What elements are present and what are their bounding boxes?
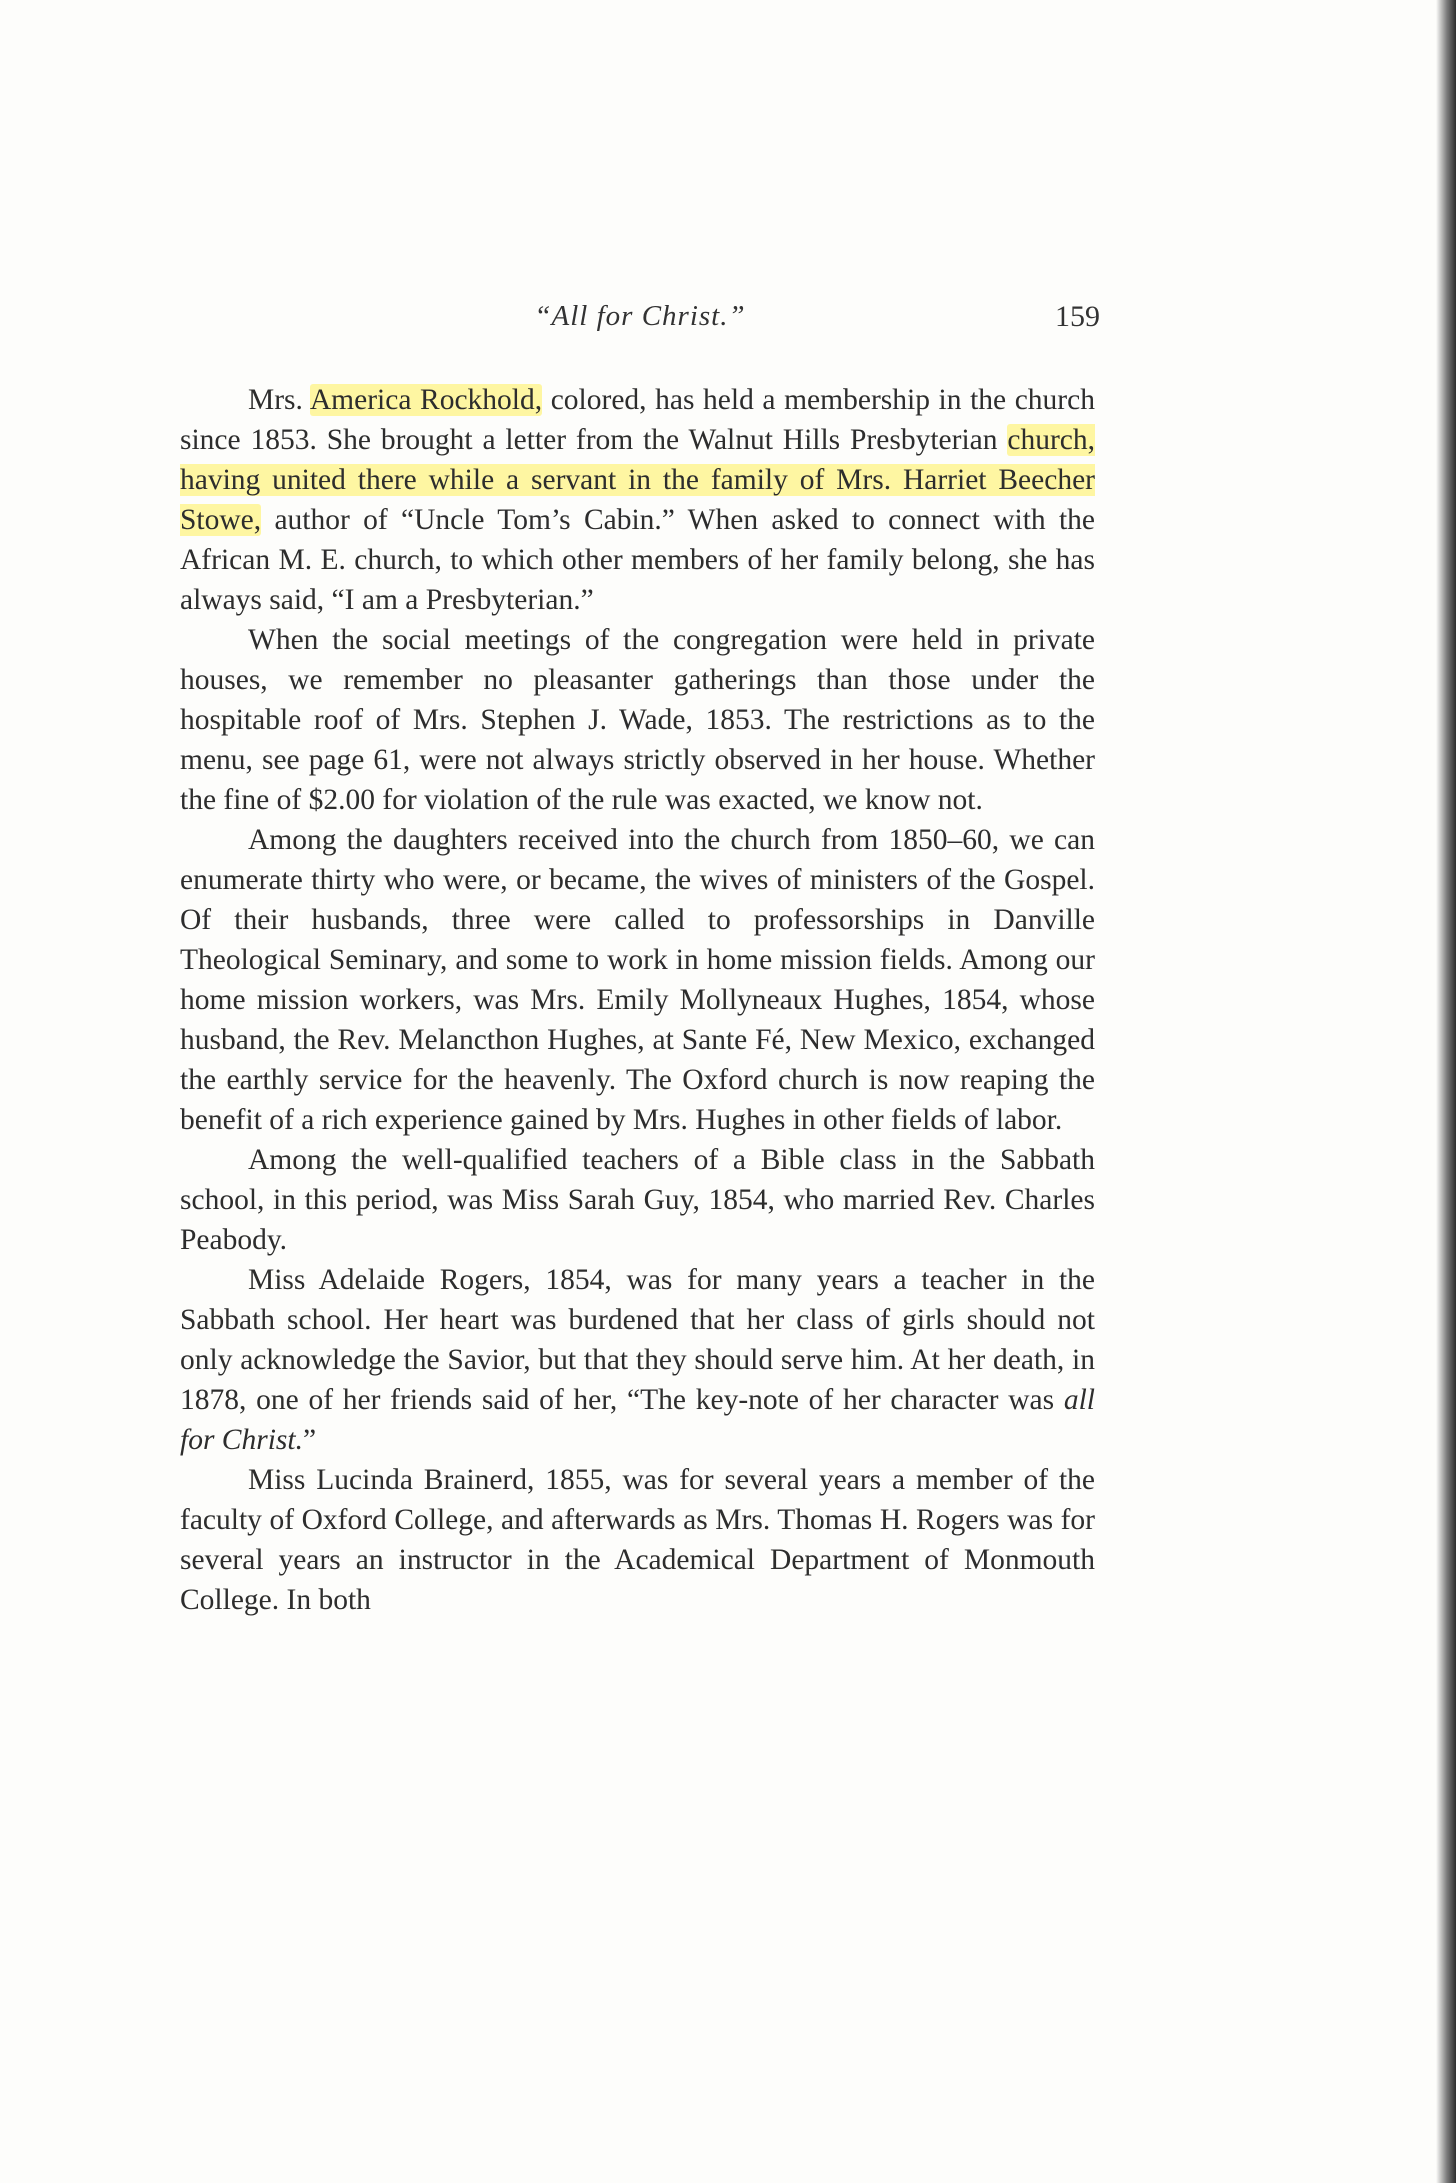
page-number: 159	[1055, 300, 1100, 333]
highlighted-text: church, having united there while a servant in the family of Mrs. Harriet Beecher Stowe,	[180, 424, 1095, 536]
highlighted-text: America Rockhold,	[309, 384, 543, 416]
paragraph-rockhold	[180, 380, 1095, 620]
paragraph-bible-class: Among the well-qualified teachers of a Bible class in the Sabbath school, in this period, was Miss Sarah Guy, 1854, who married Rev. Charles Peabody.	[180, 1144, 1095, 1256]
page-body	[180, 380, 1095, 1620]
text-run: Miss Adelaide Rogers, 1854, was for many years a teacher in the Sabbath school. Her heart was burdened that her class of girls should not only acknowledge the Savior, but that they should serve him. At her death, in 1878, one of her friends said of her, “The key-note of her character was	[180, 1264, 1095, 1416]
paragraph-daughters: Among the daughters received into the church from 1850–60, we can enumerate thirty who were, or became, the wives of ministers of the Gospel. Of their husbands, three were called to professorships in Danville Theological Seminary, and some to work in home mission fields. Among our home mission workers, was Mrs. Emily Mollyneaux Hughes, 1854, whose husband, the Rev. Melancthon Hughes, at Sante Fé, New Mexico, exchanged the earthly service for the heavenly. The Oxford church is now reaping the benefit of a rich experience gained by Mrs. Hughes in other fields of labor.	[180, 824, 1095, 1136]
text-run: Mrs.	[248, 384, 310, 416]
text-run: colored, has held a membership in the church since 1853. She brought a letter from the Walnut Hills Presbyterian	[180, 384, 1095, 456]
paragraph-adelaide-rogers	[180, 1260, 1095, 1460]
running-title: “All for Christ.”	[534, 300, 746, 332]
text-run: ”	[302, 1424, 317, 1456]
page-edge-shadow	[1436, 0, 1456, 2183]
paragraph-brainerd: Miss Lucinda Brainerd, 1855, was for several years a member of the faculty of Oxford College, and afterwards as Mrs. Thomas H. Rogers was for several years an instructor in the Academical Department of Monmouth College. In both	[180, 1464, 1095, 1616]
page-header	[180, 300, 1100, 344]
text-run: author of “Uncle Tom’s Cabin.” When asked to connect with the African M. E. church, to which other members of her family belong, she has always said, “I am a Presbyterian.”	[180, 504, 1095, 616]
paragraph-social-meetings: When the social meetings of the congregation were held in private houses, we remember no pleasanter gatherings than those under the hospitable roof of Mrs. Stephen J. Wade, 1853. The restrictions as to the menu, see page 61, were not always strictly observed in her house. Whether the fine of $2.00 for violation of the rule was exacted, we know not.	[180, 624, 1095, 816]
emphasis-text: all for Christ.	[180, 1384, 1095, 1456]
